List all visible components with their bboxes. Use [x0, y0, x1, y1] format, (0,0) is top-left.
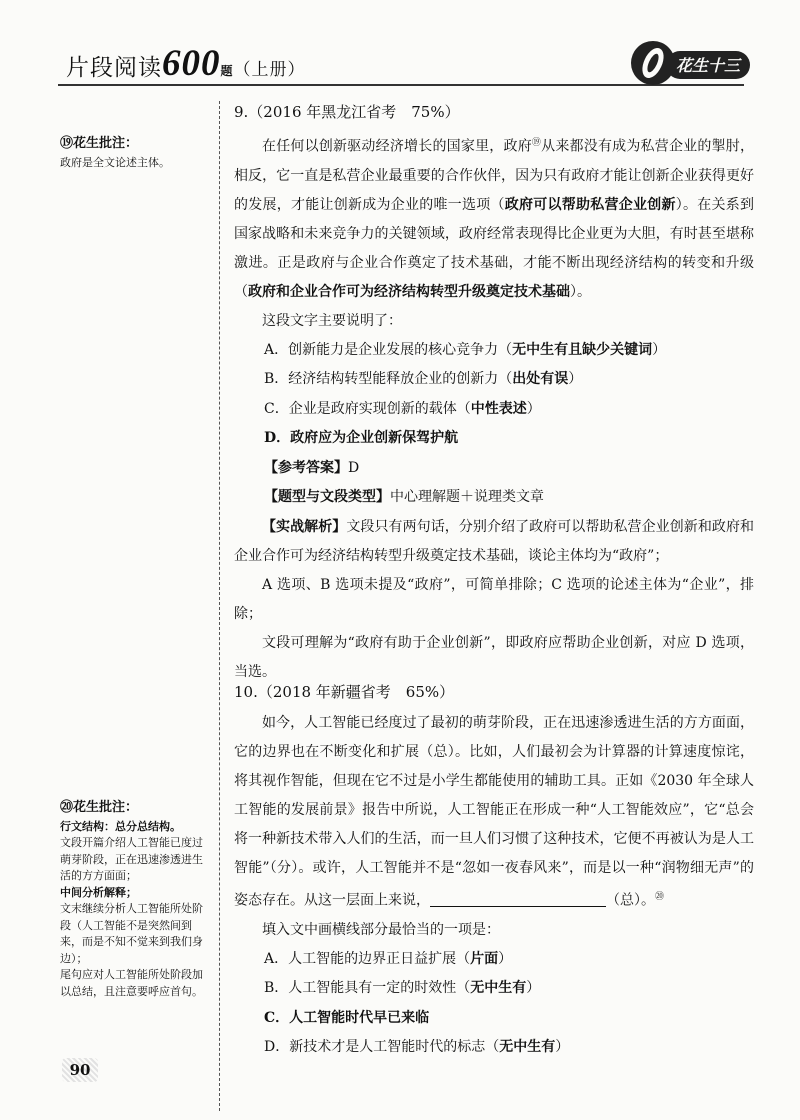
- option-c: [234, 395, 754, 425]
- option-c: [234, 1004, 754, 1034]
- book-title: 片段阅读: [66, 55, 162, 81]
- header-title: [66, 42, 306, 85]
- question-9: [234, 100, 754, 687]
- passage-segment: 在任何以创新驱动经济增长的国家里，政府: [262, 138, 532, 155]
- blank-tail: （总）。: [606, 892, 655, 909]
- answer-line: [234, 454, 754, 484]
- option-note: 无中生有: [499, 1039, 556, 1056]
- passage-annotation: 政府和企业合作可为经济结构转型升级奠定技术基础: [248, 283, 570, 300]
- option-d: [234, 424, 754, 454]
- option-a: [234, 336, 754, 366]
- option-b: [234, 365, 754, 395]
- analysis-text: 文段只有两句话，分别介绍了政府可以帮助私营企业创新和政府和企业合作可为经济结构转型升级奠定技术基础，谈论主体均为“政府”；: [234, 518, 755, 564]
- option-text: B．人工智能具有一定的时效性（: [264, 980, 471, 997]
- side-note-title: ⑳花生批注：: [60, 800, 139, 815]
- passage-segment: ）。: [570, 283, 591, 300]
- option-note: 无中生有且缺少关键词: [512, 341, 653, 358]
- option-note: 无中生有: [470, 980, 527, 997]
- side-note-line: 政府是全文论述主体。: [60, 155, 170, 169]
- option-end: ）: [555, 1039, 570, 1056]
- note-marker: ⑲: [531, 138, 542, 148]
- analysis-label: 【实战解析】: [262, 518, 347, 535]
- logo-text: 花生十三: [675, 56, 741, 75]
- option-note: 中性表述: [470, 400, 527, 417]
- question-10: [234, 680, 754, 1063]
- publisher-logo: [626, 34, 756, 90]
- question-passage: [234, 129, 754, 307]
- option-a: [234, 945, 754, 975]
- side-note-line: 文末继续分析人工智能所处阶段（人工智能不是突然间到来，而是不知不觉来到我们身边）；: [60, 902, 203, 965]
- option-text: D．新技术才是人工智能时代的标志（: [264, 1039, 500, 1056]
- question-stem: 填入文中画横线部分最恰当的一项是：: [262, 921, 500, 938]
- side-note-line: 行文结构：总分总结构。: [60, 819, 181, 833]
- question-heading: 9.（2016 年黑龙江省考 75%）: [234, 103, 460, 121]
- option-text: C．企业是政府实现创新的载体（: [264, 400, 471, 417]
- column-divider: [219, 101, 220, 1111]
- type-label: 【题型与文段类型】: [264, 489, 390, 506]
- analysis-paragraph: [234, 513, 754, 571]
- option-b: [234, 974, 754, 1004]
- option-note: 片面: [470, 950, 499, 967]
- passage-text: 如今，人工智能已经度过了最初的萌芽阶段，正在迅速渗透进生活的方方面面，它的边界也在不断变化和扩展（总）。比如，人们最初会为计算器的计算速度惊诧，将其视作智能，但现在它不过是小学生都能使用的辅助工具。正如《2030 年全球人工智能的发展前景》报告中所说，人工智能正在形成一种“人工智能效应”，它“总会将一种新技术带入人们的生活，而一旦人们习惯了这种技术，它便不再被认为是人工智能”（分）。或许，人工智能并不是“忽如一夜春风来”，而是以一种“润物细无声”的姿态存在。从这一层面上来说，: [234, 715, 754, 909]
- analysis-paragraph: 文段可理解为“政府有助于企业创新”，即政府应帮助企业创新，对应 D 选项，当选。: [234, 634, 754, 680]
- side-note-20: [60, 800, 210, 1000]
- page-number: 90: [62, 1058, 98, 1082]
- passage-segment: 从来都没有成为私营企业的掣肘，相反，它一直是私营企业最重要的合作伙伴，因为只有政府才能让创新企业获得更好的发展，才能让创新成为企业的唯一选项（: [234, 138, 755, 213]
- passage-segment: ）。在关系到国家战略和未来竞争力的关键领域，政府经常表现得比企业更为大胆，有时甚至堪称激进。正是政府与企业合作奠定了技术基础，才能不断出现经济结构的转变和升级（: [234, 196, 754, 300]
- book-title-suffix: 题: [220, 64, 234, 78]
- side-note-line: 中间分析解释；: [60, 885, 137, 899]
- side-note-title: ⑲花生批注：: [60, 136, 139, 151]
- option-end: ）: [652, 341, 667, 358]
- answer-label: 【参考答案】: [264, 459, 348, 476]
- option-text: A．创新能力是企业发展的核心竞争力（: [264, 341, 513, 358]
- side-note-line: 文段开篇介绍人工智能已度过萌芽阶段，正在迅速渗透进生活的方方面面；: [60, 836, 203, 882]
- question-stem: 这段文字主要说明了：: [262, 312, 402, 329]
- answer-blank: [430, 892, 606, 907]
- book-title-number: 600: [162, 43, 221, 84]
- option-end: ）: [568, 371, 583, 388]
- side-note-line: 尾句应对人工智能所处阶段加以总结，且注意要呼应首句。: [60, 968, 203, 998]
- type-value: 中心理解题＋说理类文章: [390, 489, 544, 506]
- question-heading: 10.（2018 年新疆省考 65%）: [234, 683, 455, 701]
- option-text: A．人工智能的边界正日益扩展（: [264, 950, 471, 967]
- side-note-19: [60, 136, 210, 171]
- option-text: C．人工智能时代早已来临: [264, 1009, 430, 1026]
- passage-annotation: 政府可以帮助私营企业创新: [504, 196, 676, 213]
- option-end: ）: [526, 400, 541, 417]
- type-line: [234, 483, 754, 513]
- option-text: B．经济结构转型能释放企业的创新力（: [264, 371, 513, 388]
- question-passage: [234, 709, 754, 916]
- option-end: ）: [526, 980, 541, 997]
- option-d: [234, 1033, 754, 1063]
- option-note: 出处有误: [512, 371, 569, 388]
- option-end: ）: [498, 950, 513, 967]
- analysis-paragraph: A 选项、B 选项未提及“政府”，可简单排除；C 选项的论述主体为“企业”，排除；: [234, 576, 754, 622]
- option-text: D．政府应为企业创新保驾护航: [264, 430, 459, 447]
- volume-label: （上册）: [233, 60, 306, 80]
- note-marker: ⑳: [655, 892, 665, 902]
- answer-value: D: [348, 459, 360, 476]
